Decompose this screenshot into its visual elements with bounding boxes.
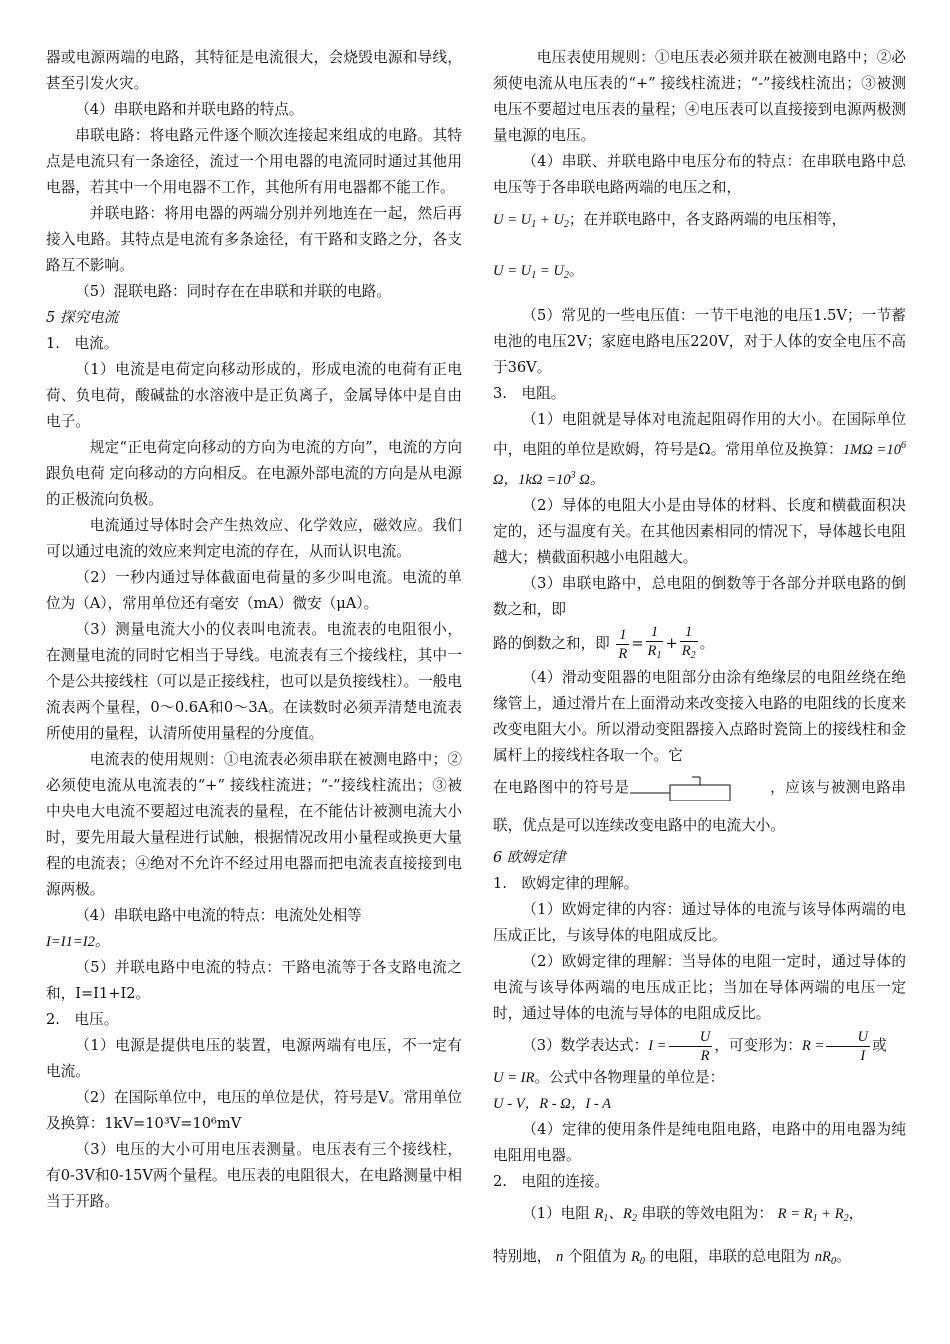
- text: 个阻值为: [567, 1248, 627, 1265]
- left-column: [46, 45, 462, 1215]
- paragraph: （2）在国际单位中，电压的单位是伏，符号是V。常用单位及换算：1kV=10³V=10⁶mV: [46, 1089, 462, 1132]
- formula-line: [493, 258, 906, 289]
- text: （3）数学表达式：: [522, 1037, 649, 1054]
- paragraph: 并联电路：将用电器的两端分别并列地连在一起，然后再接入电路。其特点是电流有多条途径，有干路和支路之分，各支路互不影响。: [46, 205, 462, 274]
- subsection-heading: 2. 电压。: [46, 1011, 119, 1028]
- text: 的电阻，串联的总电阻为: [649, 1248, 811, 1265]
- right-column: [493, 45, 906, 1281]
- paragraph: ；在并联电路中，各支路两端的电压相等，: [568, 211, 847, 228]
- series-voltage-formula: $U = U_1 + U_2$: [493, 212, 569, 230]
- paragraph: （4）串联、并联电路中电压分布的特点：在串联电路中总电压等于各串联电路两端的电压之和，: [493, 153, 906, 196]
- subsection-heading: 1. 欧姆定律的理解。: [493, 875, 639, 892]
- formula-line: （3）数学表达式：I = $\frac{U}{R}$ ，可变形为：R = $\frac{U}{I}$ 或: [522, 1028, 887, 1064]
- paragraph: （1）电源是提供电压的装置，电源两端有电压，不一定有电流。: [46, 1037, 462, 1080]
- paragraph: （3）测量电流大小的仪表叫电流表。电流表的电阻很小，在测量电流的同时它相当于导线。电流表有三个接线柱，其中一个是公共接线柱（可以是正接线柱，也可以是负接线柱）。一般电流表两个量程，0～0.6A和0～3A。在读数时必须弄清楚电流表所使用的量程，认清所使用量程的分度值。: [46, 621, 462, 742]
- text: 或: [872, 1037, 887, 1054]
- fraction: $\frac{U}{R}$: [669, 1028, 713, 1065]
- fraction: $\frac{1}{R}$: [618, 626, 628, 662]
- paragraph: （5）并联电路中电流的特点：干路电流等于各支路电流之和，I=I1+I2。: [46, 959, 462, 1002]
- paragraph: （5）混联电路：同时存在在串联和并联的电路。: [75, 283, 391, 300]
- section-heading: 5 探究电流: [46, 309, 119, 326]
- formula-line: （1）电阻 $R_1$、$R_2$ 串联的等效电阻为： $R = R_1 + R_2$，: [522, 1205, 864, 1224]
- paragraph: 规定“正电荷定向移动的方向为电流的方向”，电流的方向跟负电荷 定向移动的方向相反。在电源外部电流的方向是从电源的正极流向负极。: [46, 439, 462, 508]
- text: ，应该与被测电路串联，优点是可以连续改变电路中的电流大小。: [493, 779, 906, 834]
- paragraph: （5）常见的一些电压值：一节干电池的电压1.5V；一节蓄电池的电压2V；家庭电路电压220V，对于人体的安全电压不高于36V。: [493, 307, 906, 376]
- text: 在电路图中的符号是: [493, 779, 630, 796]
- paragraph: （3）电压的大小可用电压表测量。电压表有三个接线柱，有0-3V和0-15V两个量程。电压表的电阻很大，在电路测量中相当于开路。: [46, 1141, 462, 1210]
- paragraph: （4）滑动变阻器的电阻部分由涂有绝缘层的电阻丝绕在绝缘管上，通过滑片在上面滑动来改变接入电路的电阻线的长度来改变电阻大小。所以滑动变阻器接入点路时瓷筒上的接线柱和金属杆上的接线柱各取一个。它: [493, 669, 906, 764]
- paragraph: 器或电源两端的电路，其特征是电流很大，会烧毁电源和导线，甚至引发火灾。: [46, 49, 462, 92]
- fraction: $\frac{1}{R_2}$: [681, 624, 696, 661]
- units-formula: U - V，R - Ω，I - A: [493, 1096, 612, 1112]
- text: 。: [568, 262, 584, 279]
- paragraph: （4）定律的使用条件是纯电阻电路，电路中的用电器为纯电阻用电器。: [493, 1121, 906, 1164]
- paragraph: [493, 407, 906, 493]
- fraction: $\frac{1}{R_1}$: [647, 624, 662, 661]
- text: 串联的等效电阻为：: [641, 1205, 773, 1222]
- formula-line: 特别地， n 个阻值为 $R_0$ 的电阻，串联的总电阻为 $nR_0$。: [493, 1248, 851, 1267]
- formula-line: 路的倒数之和，即 $\frac{1}{R}$ = $\frac{1}{R_1}$ + $\frac{1}{R_2}$ 。: [493, 623, 906, 665]
- paragraph: 电流通过导体时会产生热效应、化学效应，磁效应。我们可以通过电流的效应来判定电流的存在，从而认识电流。: [46, 517, 462, 560]
- paragraph: （3）串联电路中，总电阻的倒数等于各部分并联电路的倒数之和，即: [493, 575, 906, 618]
- formula-line: U = IR。公式中各物理量的单位是：: [493, 1069, 725, 1086]
- paragraph: （2）欧姆定律的理解：当导体的电阻一定时，通过导体的电流与该导体两端的电压成正比；当加在导体两端的电压一定时，通过导体的电流与导体的电阻成反比。: [493, 953, 906, 1022]
- text: （1）电阻: [522, 1205, 590, 1222]
- paragraph: （1）欧姆定律的内容：通过导体的电流与该导体两端的电压成正比，与该导体的电阻成反比。: [493, 901, 906, 944]
- subsection-heading: 2. 电阻的连接。: [493, 1173, 610, 1190]
- formula: I=I1=I2。: [46, 934, 110, 950]
- formula-line: [493, 201, 906, 244]
- paragraph: 电压表使用规则：①电压表必须并联在被测电路中；②必须使电流从电压表的“+” 接线柱流进；“-”接线柱流出；③被测电压不要超过电压表的量程；④电压表可以直接接到电源两极测量电源的电压。: [493, 49, 906, 144]
- paragraph: （4）串联电路和并联电路的特点。: [75, 101, 304, 118]
- text: 。公式中各物理量的单位是：: [534, 1069, 725, 1086]
- paragraph: （4）串联电路中电流的特点：电流处处相等: [75, 907, 362, 924]
- fraction: $\frac{U}{I}$: [826, 1028, 870, 1065]
- paragraph: （2）导体的电阻大小是由导体的材料、长度和横截面积决定的，还与温度有关。在其他因素相同的情况下，导体越长电阻越大；横截面积越小电阻越大。: [493, 497, 906, 566]
- text: （1）电阻就是导体对电流起阻碍作用的大小。在国际单位中，电阻的单位是欧姆，符号是Ω。常用单位及换算：: [493, 411, 906, 458]
- paragraph: 串联电路：将电路元件逐个顺次连接起来组成的电路。其特点是电流只有一条途径，流过一个用电器的电流同时通过其他用电器，若其中一个用电器不工作，其他所有用电器都不能工作。: [46, 127, 462, 196]
- paragraph: （2）一秒内通过导体截面电荷量的多少叫电流。电流的单位为（A），常用单位还有毫安（mA）微安（μA）。: [46, 569, 462, 612]
- section-heading: 6 欧姆定律: [493, 849, 566, 866]
- unit-conversion-formula: $1M\Omega =10^6$ Ω，$1k\Omega =10^3$ Ω。: [493, 440, 906, 488]
- paragraph: 电流表的使用规则：①电流表必须串联在被测电路中；②必须使电流从电流表的“+” 接线柱流进；“-”接线柱流出；③被中央电大电流不要超过电流表的量程，在不能估计被测电流大小时，要先用最大量程进行试触，根据情况改用小量程或换更大量程的电流表；④绝对不允许不经过用电器而把电流表直接接到电源两极。: [46, 751, 462, 898]
- text: 特别地，: [493, 1248, 552, 1265]
- paragraph: （1）电流是电荷定向移动形成的，形成电流的电荷有正电荷、负电荷，酸碱盐的水溶液中是正负离子，金属导体中是自由电子。: [46, 361, 462, 430]
- parallel-voltage-formula: $U = U_1 = U_2$: [493, 263, 569, 281]
- symbol-line: [493, 769, 906, 845]
- subsection-heading: 3. 电阻。: [493, 385, 566, 402]
- subsection-heading: 1. 电流。: [46, 335, 119, 352]
- rheostat-symbol: [630, 775, 770, 801]
- text: ，可变形为：: [714, 1037, 802, 1054]
